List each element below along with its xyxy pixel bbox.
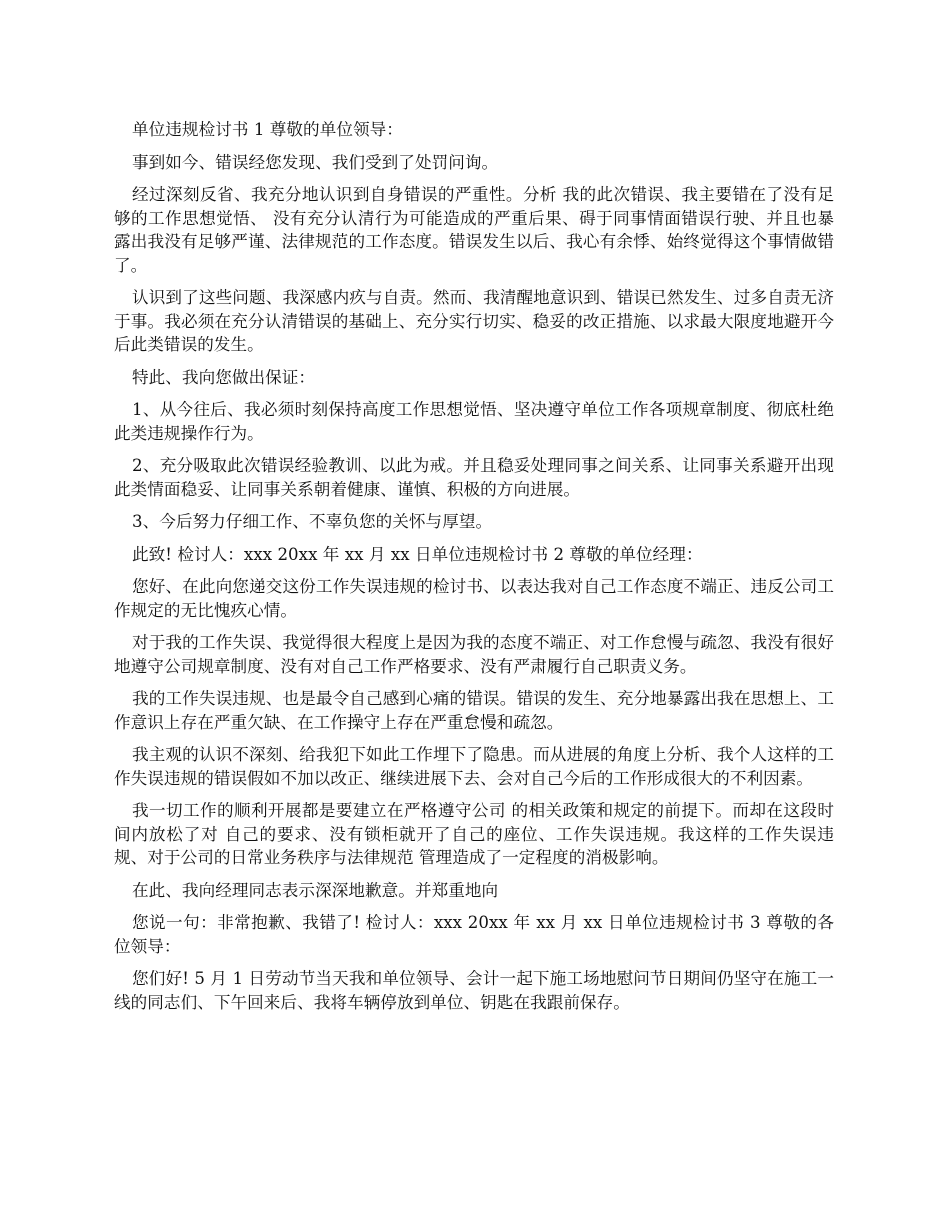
paragraph: 经过深刻反省、我充分地认识到自身错误的严重性。分析 我的此次错误、我主要错在了没有足够的工作思想觉悟、 没有充分认清行为可能造成的严重后果、碍于同事情面错误行驶、并且也暴露出我没有足够严谨、法律规范的工作态度。错误发生以后、我心有余悸、始终觉得这个事情做错了。 bbox=[114, 185, 834, 275]
paragraph: 您好、在此向您递交这份工作失误违规的检讨书、以表达我对自己工作态度不端正、违反公司工作规定的无比愧疚心情。 bbox=[114, 577, 834, 620]
paragraph-title-1: 单位违规检讨书 1 尊敬的单位领导： bbox=[132, 120, 403, 139]
paragraph: 认识到了这些问题、我深感内疚与自责。然而、我清醒地意识到、错误已然发生、过多自责无济于事。我必须在充分认清错误的基础上、充分实行切实、稳妥的改正措施、以求最大限度地避开今后此类错误的发生。 bbox=[114, 288, 834, 354]
paragraph: 事到如今、错误经您发现、我们受到了处罚问询。 bbox=[132, 152, 499, 172]
paragraph-signoff-1: 此致! 检讨人：xxx 20xx 年 xx 月 xx 日单位违规检讨书 2 尊敬的单位经理： bbox=[132, 544, 703, 564]
paragraph-item-1: 1、从今往后、我必须时刻保持高度工作思想觉悟、坚决遵守单位工作各项规章制度、彻底杜绝此类违规操作行为。 bbox=[114, 400, 834, 443]
paragraph: 您们好! 5 月 1 日劳动节当天我和单位领导、会计一起下施工场地慰问节日期间仍坚守在施工一线的同志们、下午回来后、我将车辆停放到单位、钥匙在我跟前保存。 bbox=[114, 969, 834, 1012]
paragraph: 我一切工作的顺利开展都是要建立在严格遵守公司 的相关政策和规定的前提下。而却在这段时间内放松了对 自己的要求、没有锁柜就开了自己的座位、工作失误违规。我这样的工作失误违规、对于公司的日常业务秩序与法律规范 管理造成了一定程度的消极影响。 bbox=[114, 801, 834, 867]
paragraph: 我主观的认识不深刻、给我犯下如此工作埋下了隐患。而从进展的角度上分析、我个人这样的工作失误违规的错误假如不加以改正、继续进展下去、会对自己今后的工作形成很大的不利因素。 bbox=[114, 745, 834, 788]
paragraph: 对于我的工作失误、我觉得很大程度上是因为我的态度不端正、对工作怠慢与疏忽、我没有很好地遵守公司规章制度、没有对自己工作严格要求、没有严肃履行自己职责义务。 bbox=[114, 633, 834, 676]
paragraph-item-3: 3、今后努力仔细工作、不辜负您的关怀与厚望。 bbox=[132, 512, 493, 531]
paragraph-item-2: 2、充分吸取此次错误经验教训、以此为戒。并且稳妥处理同事之间关系、让同事关系避开出现此类情面稳妥、让同事关系朝着健康、谨慎、积极的方向进展。 bbox=[114, 456, 834, 499]
paragraph: 我的工作失误违规、也是最令自己感到心痛的错误。错误的发生、充分地暴露出我在思想上、工作意识上存在严重欠缺、在工作操守上存在严重怠慢和疏忽。 bbox=[114, 689, 834, 732]
paragraph: 在此、我向经理同志表示深深地歉意。并郑重地向 bbox=[132, 880, 499, 900]
paragraph: 特此、我向您做出保证： bbox=[132, 367, 316, 387]
paragraph-signoff-2: 您说一句：非常抱歉、我错了! 检讨人：xxx 20xx 年 xx 月 xx 日单位违规检讨书 3 尊敬的各位领导： bbox=[114, 913, 834, 956]
document-body bbox=[114, 118, 834, 1023]
